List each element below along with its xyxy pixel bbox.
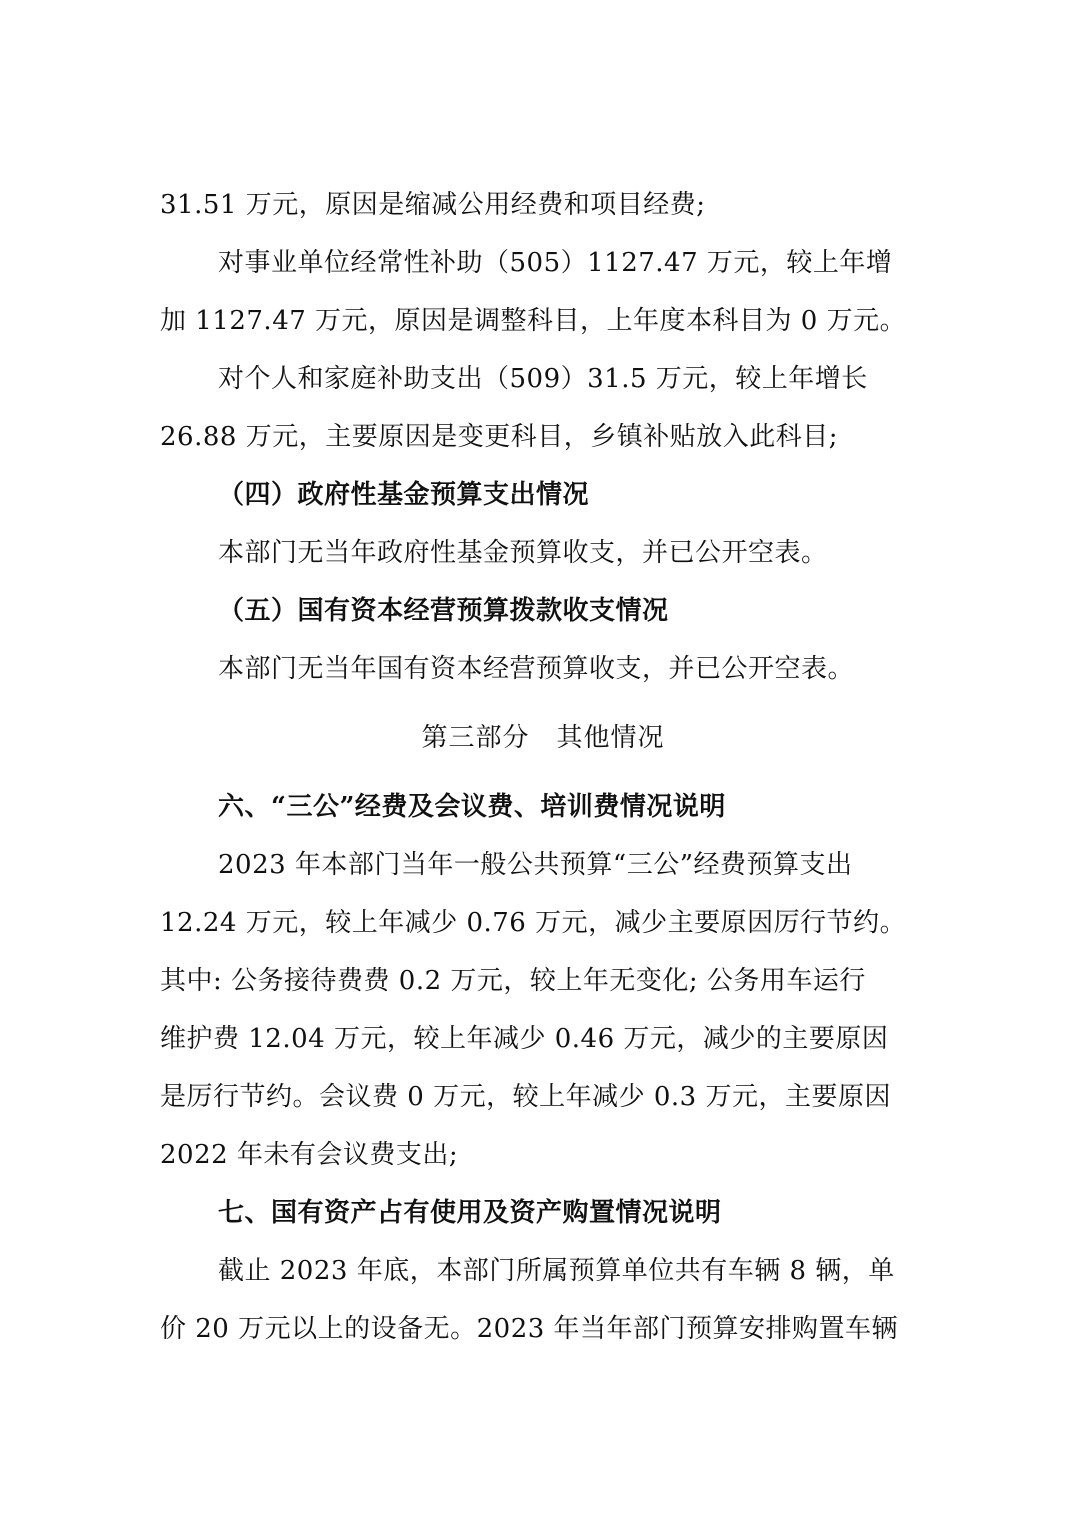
section-heading-6: 六、“三公”经费及会议费、培训费情况说明 (218, 792, 726, 822)
body-line: 加 1127.47 万元，原因是调整科目，上年度本科目为 0 万元。 (160, 306, 907, 336)
body-line: 本部门无当年国有资本经营预算收支，并已公开空表。 (218, 654, 855, 684)
body-line: 本部门无当年政府性基金预算收支，并已公开空表。 (218, 538, 828, 568)
body-line: 2022 年未有会议费支出; (160, 1140, 459, 1170)
body-line: 是厉行节约。会议费 0 万元，较上年减少 0.3 万元，主要原因 (160, 1082, 891, 1112)
section-heading-4: （四）政府性基金预算支出情况 (218, 480, 590, 510)
body-line: 价 20 万元以上的设备无。2023 年当年部门预算安排购置车辆 (160, 1314, 899, 1344)
section-heading-7: 七、国有资产占有使用及资产购置情况说明 (218, 1198, 722, 1228)
section-heading-5: （五）国有资本经营预算拨款收支情况 (218, 596, 669, 626)
body-line: 截止 2023 年底，本部门所属预算单位共有车辆 8 辆，单 (218, 1256, 895, 1286)
body-line: 31.51 万元，原因是缩减公用经费和项目经费; (160, 190, 706, 220)
body-line: 12.24 万元，较上年减少 0.76 万元，减少主要原因厉行节约。 (160, 908, 907, 938)
body-line: 26.88 万元，主要原因是变更科目，乡镇补贴放入此科目; (160, 422, 838, 452)
body-line: 维护费 12.04 万元，较上年减少 0.46 万元，减少的主要原因 (160, 1024, 889, 1054)
document-body (160, 176, 926, 1358)
body-line: 其中: 公务接待费费 0.2 万元，较上年无变化; 公务用车运行 (160, 966, 866, 996)
part-three-heading: 第三部分 其他情况 (421, 723, 665, 753)
body-line: 对个人和家庭补助支出（509）31.5 万元，较上年增长 (218, 364, 868, 394)
body-line: 2023 年本部门当年一般公共预算“三公”经费预算支出 (218, 850, 853, 880)
body-line: 对事业单位经常性补助（505）1127.47 万元，较上年增 (218, 248, 893, 278)
